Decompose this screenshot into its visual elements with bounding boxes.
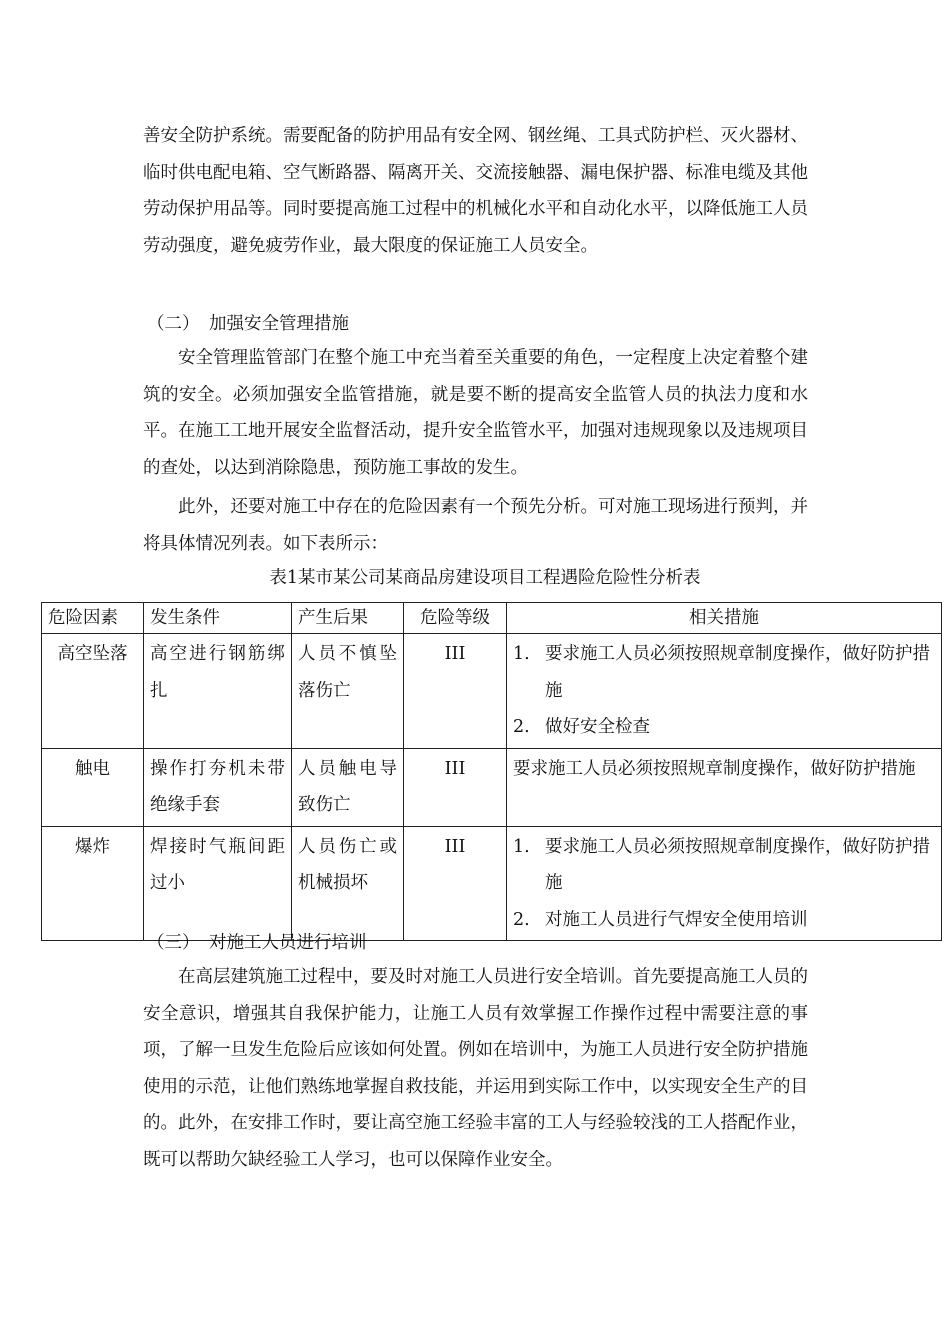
cell-result: 人员不慎坠落伤亡: [292, 634, 404, 749]
cell-level: III: [404, 748, 507, 826]
section-heading-2: [147, 306, 349, 342]
risk-analysis-table: [41, 602, 942, 941]
table-row: [42, 826, 942, 941]
measure-list: [513, 636, 935, 746]
cell-condition: 操作打夯机未带绝缘手套: [144, 748, 292, 826]
paragraph-training: 在高层建筑施工过程中，要及时对施工人员进行安全培训。首先要提高施工人员的安全意识，增强其自我保护能力，让施工人员有效掌握工作操作过程中需要注意的事项，了解一旦发生危险后应该如何处置。例如在培训中，为施工人员进行安全防护措施使用的示范，让他们熟练地掌握自救技能，并运用到实际工作中，以实现安全生产的目的。此外，在安排工作时，要让高空施工经验丰富的工人与经验较浅的工人搭配作业，既可以帮助欠缺经验工人学习，也可以保障作业安全。: [143, 967, 808, 1170]
table-row: [42, 748, 942, 826]
cell-result: 人员伤亡或机械损坏: [292, 826, 404, 941]
measure-item: [513, 709, 935, 746]
cell-factor: 爆炸: [42, 826, 144, 941]
measure-number: 1.: [513, 644, 530, 664]
cell-measures: 要求施工人员必须按照规章制度操作，做好防护措施: [507, 748, 942, 826]
cell-level: III: [404, 826, 507, 941]
measure-number: 2.: [513, 717, 530, 737]
cell-measures: [507, 826, 942, 941]
cell-factor: 触电: [42, 748, 144, 826]
header-level: 危险等级: [404, 603, 507, 634]
cell-measures: [507, 634, 942, 749]
measure-text: 要求施工人员必须按照规章制度操作，做好防护措施: [545, 644, 930, 701]
cell-condition: 焊接时气瓶间距过小: [144, 826, 292, 941]
section-title: 对施工人员进行培训: [209, 933, 367, 953]
paragraph-supervision: 安全管理监管部门在整个施工中充当着至关重要的角色，一定程度上决定着整个建筑的安全。必须加强安全监管措施，就是要不断的提高安全监管人员的执法力度和水平。在施工工地开展安全监督活动，提升安全监管水平，加强对违规现象以及违规项目的查处，以达到消除隐患，预防施工事故的发生。: [143, 348, 808, 478]
header-condition: 发生条件: [144, 603, 292, 634]
measure-number: 2.: [513, 909, 530, 930]
paragraph-safety-equipment: 善安全防护系统。需要配备的防护用品有安全网、钢丝绳、工具式防护栏、灭火器材、临时供电配电箱、空气断路器、隔离开关、交流接触器、漏电保护器、标准电缆及其他劳动保护用品等。同时要提高施工过程中的机械化水平和自动化水平，以降低施工人员劳动强度，避免疲劳作业，最大限度的保证施工人员安全。: [143, 126, 808, 256]
table-caption: 表1某市某公司某商品房建设项目工程遇险危险性分析表: [269, 568, 701, 588]
header-factor: 危险因素: [42, 603, 144, 634]
section-title: 加强安全管理措施: [209, 314, 349, 334]
cell-factor: 高空坠落: [42, 634, 144, 749]
cell-result: 人员触电导致伤亡: [292, 748, 404, 826]
header-measures: 相关措施: [507, 603, 942, 634]
measure-text: 要求施工人员必须按照规章制度操作，做好防护措施: [545, 836, 930, 893]
section-number: （二）: [147, 314, 200, 334]
cell-level: III: [404, 634, 507, 749]
measure-list: [513, 829, 935, 939]
section-heading-3: [147, 925, 367, 961]
measure-text: 做好安全检查: [545, 717, 650, 737]
header-result: 产生后果: [292, 603, 404, 634]
paragraph-risk-analysis: 此外，还要对施工中存在的危险因素有一个预先分析。可对施工现场进行预判，并将具体情况列表。如下表所示：: [143, 497, 808, 554]
section-number: （三）: [147, 933, 200, 953]
table-header-row: [42, 603, 942, 634]
measure-text: 对施工人员进行气焊安全使用培训: [545, 909, 808, 930]
measure-item: [513, 829, 935, 902]
measure-item: [513, 636, 935, 709]
cell-condition: 高空进行钢筋绑扎: [144, 634, 292, 749]
measure-number: 1.: [513, 836, 530, 857]
table-row: [42, 634, 942, 749]
measure-item: [513, 902, 935, 939]
